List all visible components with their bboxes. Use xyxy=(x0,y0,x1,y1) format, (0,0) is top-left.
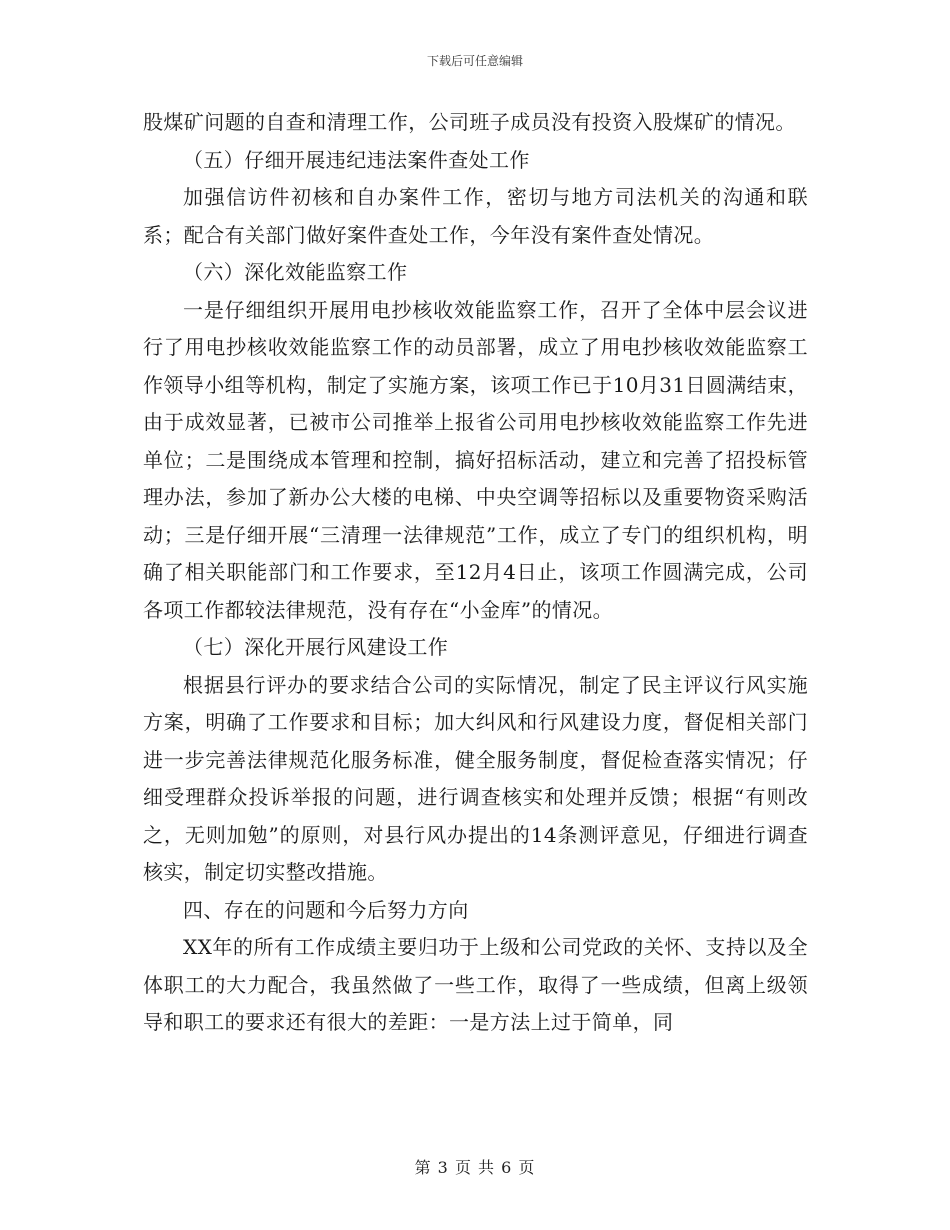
paragraph-7-body: 根据县行评办的要求结合公司的实际情况，制定了民主评议行风实施方案，明确了工作要求和目标；加大纠风和行风建设力度，督促相关部门进一步完善法律规范化服务标准，健全服务制度，督促检查落实情况；仔细受理群众投诉举报的问题，进行调查核实和处理并反馈；根据“有则改之，无则加勉”的原则，对县行风办提出的14条测评意见，仔细进行调查核实，制定切实整改措施。 xyxy=(143,672,808,884)
section-heading-5: （五）仔细开展违纪违法案件查处工作 xyxy=(183,147,530,172)
paragraph-continuation: 股煤矿问题的自查和清理工作，公司班子成员没有投资入股煤矿的情况。 xyxy=(143,110,796,134)
page-footer: 第 3 页 共 6 页 xyxy=(414,1158,536,1177)
paragraph-4-body: XX年的所有工作成绩主要归功于上级和公司党政的关怀、支持以及全体职工的大力配合，我虽然做了一些工作，取得了一些成绩，但离上级领导和职工的要求还有很大的差距：一是方法上过于简单，同 xyxy=(143,935,808,1034)
section-heading-4: 四、存在的问题和今后努力方向 xyxy=(183,897,469,922)
section-heading-7: （七）深化开展行风建设工作 xyxy=(183,635,449,659)
paragraph-6-body: 一是仔细组织开展用电抄核收效能监察工作，召开了全体中层会议进行了用电抄核收效能监察工作的动员部署，成立了用电抄核收效能监察工作领导小组等机构，制定了实施方案，该项工作已于10月31日圆满结束，由于成效显著，已被市公司推举上报省公司用电抄核收效能监察工作先进单位；二是围绕成本管理和控制，搞好招标活动，建立和完善了招投标管理办法，参加了新办公大楼的电梯、中央空调等招标以及重要物资采购活动；三是仔细开展“三清理一法律规范”工作，成立了专门的组织机构，明确了相关职能部门和工作要求，至12月4日止，该项工作圆满完成，公司各项工作都较法律规范，没有存在“小金库”的情况。 xyxy=(143,297,808,622)
section-heading-6: （六）深化效能监察工作 xyxy=(183,260,408,284)
page-header: 下载后可任意编辑 xyxy=(426,54,523,68)
paragraph-5-body: 加强信访件初核和自办案件工作，密切与地方司法机关的沟通和联系；配合有关部门做好案件查处工作，今年没有案件查处情况。 xyxy=(143,185,808,247)
document-body xyxy=(143,104,808,1042)
